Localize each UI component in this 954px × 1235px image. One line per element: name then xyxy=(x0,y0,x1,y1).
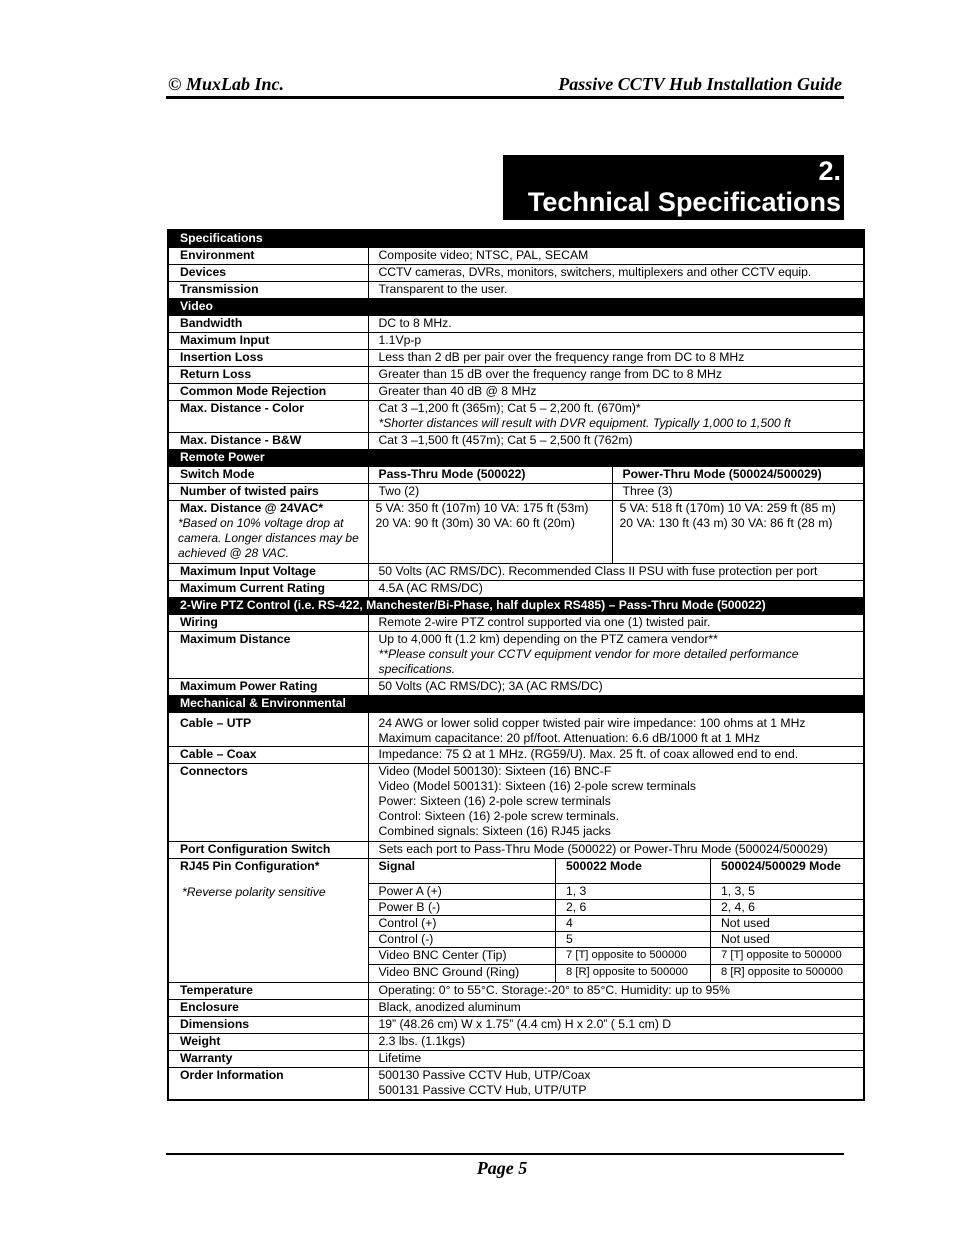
label-max-distance-ptz: Maximum Distance xyxy=(168,631,368,678)
rj45-row xyxy=(369,900,864,916)
header-company: © MuxLab Inc. xyxy=(168,74,284,94)
row-rj45-pin-configuration xyxy=(168,858,864,982)
rj45-500022: 5 xyxy=(556,932,711,948)
rj45-signal: Control (+) xyxy=(369,916,556,932)
value-connectors xyxy=(368,763,864,841)
label-dimensions: Dimensions xyxy=(168,1016,368,1033)
row-temperature xyxy=(168,982,864,999)
row-bandwidth xyxy=(168,315,864,332)
header-document-title: Passive CCTV Hub Installation Guide xyxy=(558,74,842,94)
label-switch-mode: Switch Mode xyxy=(168,466,368,483)
value-dimensions: 19” (48.26 cm) W x 1.75” (4.4 cm) H x 2.0” ( 5.1 cm) D xyxy=(368,1016,864,1033)
rj45-signal: Control (-) xyxy=(369,932,556,948)
row-connectors xyxy=(168,763,864,841)
row-transmission xyxy=(168,281,864,298)
label-transmission: Transmission xyxy=(168,281,368,298)
rj45-header-500022: 500022 Mode xyxy=(556,859,711,884)
header-rule xyxy=(166,96,844,99)
row-order-information xyxy=(168,1067,864,1100)
row-port-configuration xyxy=(168,841,864,858)
pass-thru-max-distance-line2: 20 VA: 90 ft (30m) 30 VA: 60 ft (20m) xyxy=(375,515,575,530)
value-order-information xyxy=(368,1067,864,1100)
row-max-input xyxy=(168,332,864,349)
value-weight: 2.3 lbs. (1.1kgs) xyxy=(368,1033,864,1050)
rj45-500024: 7 [T] opposite to 500000 xyxy=(711,948,864,965)
value-max-current: 4.5A (AC RMS/DC) xyxy=(368,580,864,597)
row-environment xyxy=(168,247,864,264)
max-distance-ptz-note: **Please consult your CCTV equipment vendor for more detailed performance specifications. xyxy=(378,646,799,676)
row-devices xyxy=(168,264,864,281)
row-max-distance-ptz xyxy=(168,631,864,678)
label-bandwidth: Bandwidth xyxy=(168,315,368,332)
value-return-loss: Greater than 15 dB over the frequency range from DC to 8 MHz xyxy=(368,366,864,383)
rj45-500024: 2, 4, 6 xyxy=(711,900,864,916)
value-transmission: Transparent to the user. xyxy=(368,281,864,298)
specifications-table xyxy=(167,229,865,1101)
connectors-line: Video (Model 500131): Sixteen (16) 2-pole screw terminals xyxy=(378,778,696,793)
row-switch-mode xyxy=(168,466,864,483)
value-wiring: Remote 2-wire PTZ control supported via one (1) twisted pair. xyxy=(368,614,864,631)
row-dimensions xyxy=(168,1016,864,1033)
row-wiring xyxy=(168,614,864,631)
rj45-row xyxy=(369,965,864,982)
value-environment: Composite video; NTSC, PAL, SECAM xyxy=(368,247,864,264)
label-twisted-pairs: Number of twisted pairs xyxy=(168,483,368,500)
value-max-distance-bw: Cat 3 –1,500 ft (457m); Cat 5 – 2,500 ft (762m) xyxy=(368,432,864,449)
rj45-label: RJ45 Pin Configuration* xyxy=(180,858,320,873)
row-cable-coax xyxy=(168,746,864,763)
rj45-signal: Power A (+) xyxy=(369,884,556,900)
value-enclosure: Black, anodized aluminum xyxy=(368,999,864,1016)
value-max-input: 1.1Vp-p xyxy=(368,332,864,349)
rj45-header-500024: 500024/500029 Mode xyxy=(711,859,864,884)
rj45-signal: Video BNC Ground (Ring) xyxy=(378,965,520,979)
value-bandwidth: DC to 8 MHz. xyxy=(368,315,864,332)
power-thru-max-distance xyxy=(612,500,864,563)
rj45-500022: 2, 6 xyxy=(556,900,711,916)
label-max-distance-24vac xyxy=(168,500,368,563)
row-common-mode-rejection xyxy=(168,383,864,400)
connectors-line: Video (Model 500130): Sixteen (16) BNC-F xyxy=(378,763,612,778)
rj45-500024: Not used xyxy=(711,916,864,932)
rj45-row xyxy=(369,932,864,948)
label-connectors: Connectors xyxy=(168,763,368,841)
value-devices: CCTV cameras, DVRs, monitors, switchers, multiplexers and other CCTV equip. xyxy=(368,264,864,281)
cable-utp-line1: 24 AWG or lower solid copper twisted pair wire impedance: 100 ohms at 1 MHz xyxy=(378,715,806,730)
row-insertion-loss xyxy=(168,349,864,366)
row-weight xyxy=(168,1033,864,1050)
section-row-specifications: Specifications xyxy=(168,230,864,247)
label-temperature: Temperature xyxy=(168,982,368,999)
max-distance-24vac-label: Max. Distance @ 24VAC* xyxy=(180,500,324,515)
section-row-remote-power: Remote Power xyxy=(168,449,864,466)
pass-thru-twisted-pairs: Two (2) xyxy=(368,483,612,500)
footer-rule xyxy=(166,1153,844,1155)
rj45-pin-table-cell xyxy=(368,858,864,982)
value-max-distance-color xyxy=(368,400,864,432)
section-row-mechanical: Mechanical & Environmental xyxy=(168,695,864,712)
section-heading xyxy=(503,155,844,220)
label-cable-utp: Cable – UTP xyxy=(168,712,368,746)
value-max-input-voltage: 50 Volts (AC RMS/DC). Recommended Class II PSU with fuse protection per port xyxy=(368,563,864,580)
rj45-header-signal: Signal xyxy=(369,859,556,884)
rj45-500022: 4 xyxy=(556,916,711,932)
label-insertion-loss: Insertion Loss xyxy=(168,349,368,366)
section-title: Technical Specifications xyxy=(527,187,841,217)
label-order-information: Order Information xyxy=(168,1067,368,1100)
label-weight: Weight xyxy=(168,1033,368,1050)
rj45-note: *Reverse polarity sensitive xyxy=(182,884,326,899)
label-warranty: Warranty xyxy=(168,1050,368,1067)
label-rj45-pin-configuration xyxy=(168,858,368,982)
max-distance-24vac-note: *Based on 10% voltage drop at camera. Longer distances may be achieved @ 28 VAC. xyxy=(178,515,359,560)
label-max-input-voltage: Maximum Input Voltage xyxy=(168,563,368,580)
rj45-500024: Not used xyxy=(711,932,864,948)
label-max-distance-color: Max. Distance - Color xyxy=(168,400,368,432)
rj45-signal: Video BNC Center (Tip) xyxy=(369,948,556,965)
section-row-video: Video xyxy=(168,298,864,315)
rj45-500024: 8 [R] opposite to 500000 xyxy=(711,965,864,982)
cable-utp-line2: Maximum capacitance: 20 pf/foot. Attenuation: 6.6 dB/1000 ft at 1 MHz xyxy=(378,730,760,745)
label-wiring: Wiring xyxy=(168,614,368,631)
row-twisted-pairs xyxy=(168,483,864,500)
order-info-line2: 500131 Passive CCTV Hub, UTP/UTP xyxy=(378,1082,587,1097)
label-max-input: Maximum Input xyxy=(168,332,368,349)
row-max-distance-color xyxy=(168,400,864,432)
label-devices: Devices xyxy=(168,264,368,281)
page-number: Page 5 xyxy=(476,1158,528,1178)
power-thru-max-distance-line2: 20 VA: 130 ft (43 m) 30 VA: 86 ft (28 m) xyxy=(619,515,833,530)
power-thru-twisted-pairs: Three (3) xyxy=(612,483,864,500)
value-cable-coax: Impedance: 75 Ω at 1 MHz. (RG59/U). Max. 25 ft. of coax allowed end to end. xyxy=(368,746,864,763)
label-environment: Environment xyxy=(168,247,368,264)
value-insertion-loss: Less than 2 dB per pair over the frequency range from DC to 8 MHz xyxy=(368,349,864,366)
row-return-loss xyxy=(168,366,864,383)
row-max-distance-24vac xyxy=(168,500,864,563)
rj45-500022: 7 [T] opposite to 500000 xyxy=(556,948,711,965)
power-thru-max-distance-line1: 5 VA: 518 ft (170m) 10 VA: 259 ft (85 m) xyxy=(619,500,836,515)
label-return-loss: Return Loss xyxy=(168,366,368,383)
rj45-header-row xyxy=(369,859,864,884)
value-cable-utp xyxy=(368,712,864,746)
power-thru-mode-heading: Power-Thru Mode (500024/500029) xyxy=(612,466,864,483)
max-distance-color-value: Cat 3 –1,200 ft (365m); Cat 5 – 2,200 ft. (670m)* xyxy=(378,400,641,415)
value-max-power-rating: 50 Volts (AC RMS/DC); 3A (AC RMS/DC) xyxy=(368,678,864,695)
row-max-input-voltage xyxy=(168,563,864,580)
label-max-distance-bw: Max. Distance - B&W xyxy=(168,432,368,449)
max-distance-ptz-value: Up to 4,000 ft (1.2 km) depending on the PTZ camera vendor** xyxy=(378,631,718,646)
value-temperature: Operating: 0° to 55°C. Storage:-20° to 85°C. Humidity: up to 95% xyxy=(368,982,864,999)
pass-thru-max-distance xyxy=(368,500,612,563)
rj45-signal: Power B (-) xyxy=(369,900,556,916)
rj45-row xyxy=(369,884,864,900)
connectors-line: Combined signals: Sixteen (16) RJ45 jacks xyxy=(378,823,611,838)
section-row-ptz-control: 2-Wire PTZ Control (i.e. RS-422, Manchester/Bi-Phase, half duplex RS485) – Pass-Thru Mode (500022) xyxy=(168,597,864,614)
label-max-power-rating: Maximum Power Rating xyxy=(168,678,368,695)
row-max-distance-bw xyxy=(168,432,864,449)
connectors-line: Power: Sixteen (16) 2-pole screw terminals xyxy=(378,793,611,808)
label-port-configuration: Port Configuration Switch xyxy=(168,841,368,858)
connectors-line: Control: Sixteen (16) 2-pole screw terminals. xyxy=(378,808,619,823)
value-common-mode-rejection: Greater than 40 dB @ 8 MHz xyxy=(368,383,864,400)
rj45-row xyxy=(369,916,864,932)
label-cable-coax: Cable – Coax xyxy=(168,746,368,763)
label-common-mode-rejection: Common Mode Rejection xyxy=(168,383,368,400)
order-info-line1: 500130 Passive CCTV Hub, UTP/Coax xyxy=(378,1067,591,1082)
label-enclosure: Enclosure xyxy=(168,999,368,1016)
pass-thru-max-distance-line1: 5 VA: 350 ft (107m) 10 VA: 175 ft (53m) xyxy=(375,500,589,515)
rj45-pin-table xyxy=(369,859,864,982)
row-enclosure xyxy=(168,999,864,1016)
value-warranty: Lifetime xyxy=(368,1050,864,1067)
pass-thru-mode-heading: Pass-Thru Mode (500022) xyxy=(368,466,612,483)
label-max-current: Maximum Current Rating xyxy=(168,580,368,597)
rj45-row xyxy=(369,948,864,965)
row-cable-utp xyxy=(168,712,864,746)
rj45-500024: 1, 3, 5 xyxy=(711,884,864,900)
max-distance-color-note: *Shorter distances will result with DVR equipment. Typically 1,000 to 1,500 ft xyxy=(378,415,791,430)
row-max-power-rating xyxy=(168,678,864,695)
section-number: 2. xyxy=(818,156,841,186)
row-warranty xyxy=(168,1050,864,1067)
rj45-500022: 8 [R] opposite to 500000 xyxy=(556,965,711,982)
value-port-configuration: Sets each port to Pass-Thru Mode (500022) or Power-Thru Mode (500024/500029) xyxy=(368,841,864,858)
value-max-distance-ptz xyxy=(368,631,864,678)
row-max-current xyxy=(168,580,864,597)
rj45-500022: 1, 3 xyxy=(556,884,711,900)
